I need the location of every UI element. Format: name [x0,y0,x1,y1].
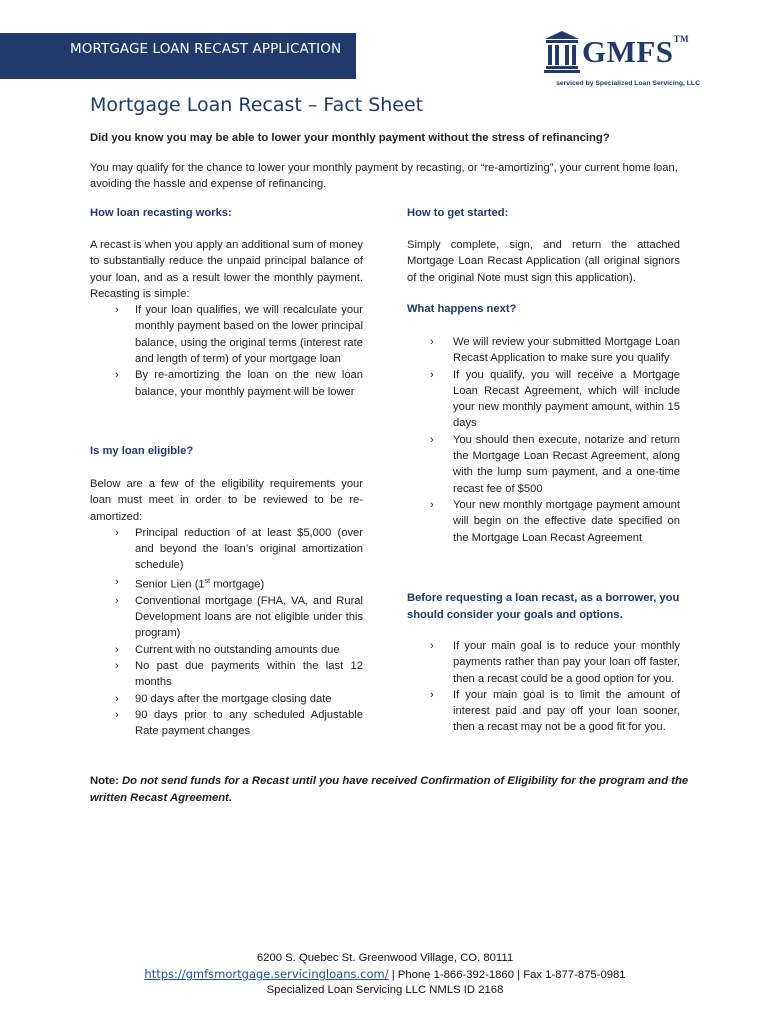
how-works-list [90,302,363,400]
bullet-icon: › [430,688,434,701]
list-item: › If your main goal is to limit the amount of interest paid and pay off your loan sooner, then a recast may not be a good fit for you. [430,688,680,734]
what-next-list [407,334,680,546]
footer-contact-line [0,967,770,981]
gmfs-logo [540,30,700,92]
superscript: st [204,577,211,585]
eligibility-list [90,525,363,740]
list-item: › No past due payments within the last 12 months [115,660,363,689]
list-item: › 90 days prior to any scheduled Adjustable Rate payment changes [115,708,363,738]
bullet-icon: › [115,692,119,705]
lead-question: Did you know you may be able to lower your monthly payment without the stress of refinancing? [90,132,610,144]
intro-paragraph: You may qualify for the chance to lower your monthly payment by recasting, or “re-amortizing”, your current home loan, avoiding the hassle and expense of refinancing. [90,162,678,191]
banner-title: MORTGAGE LOAN RECAST APPLICATION [70,41,342,57]
list-item: › Senior Lien (1st mortgage) [115,575,265,591]
page-title: Mortgage Loan Recast – Fact Sheet [90,94,424,116]
how-works-section [90,237,363,400]
note-label: Note: [90,775,119,787]
heading-what-next: What happens next? [407,303,517,315]
footer-nmls: Specialized Loan Servicing LLC NMLS ID 2168 [266,984,504,996]
list-item: › By re-amortizing the loan on the new loan balance, your monthly payment will be lower [115,369,363,398]
bullet-icon: › [430,368,434,381]
footer-phone-fax: | Phone 1-866-392-1860 | Fax 1-877-875-0981 [388,969,626,981]
logo-tagline: serviced by Specialized Loan Servicing, LLC [556,80,700,87]
list-item: › If your main goal is to reduce your monthly payments rather than pay your loan off faster, then a recast could be a good option for you. [430,640,680,685]
heading-get-started: How to get started: [407,207,509,219]
heading-eligible: Is my loan eligible? [90,445,194,457]
list-item: › If you qualify, you will receive a Mortgage Loan Recast Agreement, which will include your new monthly payment amount, within 15 days [430,368,680,430]
bullet-icon: › [115,594,119,607]
disclaimer-note [90,773,690,807]
trademark-mark: TM [673,34,690,44]
footer-address: 6200 S. Quebec St. Greenwood Village, CO. 80111 [256,952,514,964]
bullet-icon: › [430,498,434,511]
logo-wordmark: GMFS™ [582,34,690,69]
bullet-icon: › [115,643,119,656]
eligible-body: Below are a few of the eligibility requirements your loan must meet in order to be reviewed to be re-amortized: [90,478,363,523]
list-item: › Current with no outstanding amounts due [90,642,363,658]
list-item: › Principal reduction of at least $5,000 (over and beyond the loan’s original amortization schedule) [115,526,363,572]
bullet-icon: › [115,369,119,382]
heading-before-requesting: Before requesting a loan recast, as a borrower, you should consider your goals and options. [407,592,680,621]
list-item: › You should then execute, notarize and return the Mortgage Loan Recast Agreement, along with the lump sum payment, and a one-time recast fee of $500 [430,433,680,495]
before-section [407,638,680,736]
list-item: › Your new monthly mortgage payment amount will begin on the effective date specified on the Mortgage Loan Recast Agreement [430,498,680,544]
what-next-section [407,334,680,546]
list-item: › We will review your submitted Mortgage Loan Recast Application to make sure you qualify [430,336,680,365]
servicing-website-link[interactable]: https://gmfsmortgage.servicingloans.com/ [144,967,389,981]
bullet-icon: › [430,336,434,348]
bullet-icon: › [115,708,119,721]
list-item: › If your loan qualifies, we will recalculate your monthly payment based on the lower principal balance, using the original terms (interest rate and length of term) of your mortgage loan [115,304,363,366]
how-works-body: A recast is when you apply an additional sum of money to substantially reduce the unpaid principal balance of your loan, and as a result lower the monthly payment. Recasting is simple: [90,239,363,300]
list-item: › Conventional mortgage (FHA, VA, and Rural Development loans are not eligible under this program) [115,594,363,640]
bullet-icon: › [115,660,119,672]
bullet-icon: › [115,304,119,317]
list-item: › 90 days after the mortgage closing date [90,691,363,707]
header-banner [0,33,356,79]
goals-list [407,638,680,736]
get-started-body: Simply complete, sign, and return the attached Mortgage Loan Recast Application (all original signors of the original Note must sign this application). [407,239,680,284]
bullet-icon: › [430,433,434,446]
bullet-icon: › [430,640,434,652]
eligible-section [90,476,363,739]
note-text: Do not send funds for a Recast until you have received Confirmation of Eligibility for the program and the written Recast Agreement. [90,775,689,804]
heading-how-works: How loan recasting works: [90,207,232,219]
bullet-icon: › [115,575,119,588]
bullet-icon: › [115,526,119,539]
building-columns-icon [544,30,580,74]
